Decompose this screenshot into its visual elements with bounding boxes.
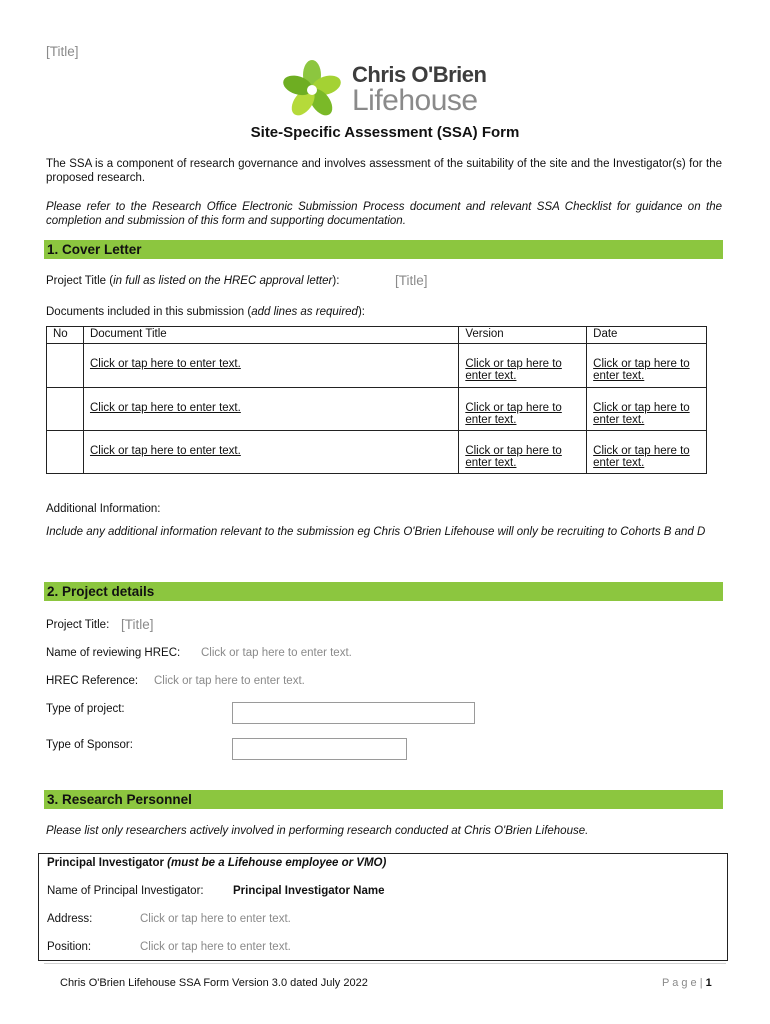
personnel-note: Please list only researchers actively involved in performing research conducted at Chris O'Brien Lifehouse. [46, 825, 589, 837]
section-1-title: 1. Cover Letter [47, 242, 142, 257]
type-of-project-label: Type of project: [46, 703, 125, 715]
type-of-project-input[interactable] [232, 702, 475, 724]
row-document-title[interactable]: Click or tap here to enter text. [83, 388, 458, 431]
documents-table [46, 326, 707, 474]
row-version[interactable]: Click or tap here to enter text. [459, 344, 587, 388]
pi-title: Principal Investigator (must be a Lifehouse employee or VMO) [47, 857, 387, 869]
row-no [47, 344, 84, 388]
hrec-name-label: Name of reviewing HREC: [46, 647, 181, 659]
row-document-title[interactable]: Click or tap here to enter text. [83, 431, 458, 474]
additional-info-label: Additional Information: [46, 503, 161, 515]
page-title: Site-Specific Assessment (SSA) Form [250, 124, 520, 141]
footer-divider [44, 963, 726, 964]
section-2-title: 2. Project details [47, 584, 155, 599]
header-document-title: Document Title [83, 327, 458, 344]
table-header-row [47, 327, 707, 344]
lifehouse-logo [280, 60, 490, 120]
header-no: No [47, 327, 84, 344]
row-version[interactable]: Click or tap here to enter text. [459, 388, 587, 431]
pi-position-field[interactable]: Click or tap here to enter text. [140, 941, 291, 953]
hrec-name-field[interactable]: Click or tap here to enter text. [201, 647, 352, 659]
hrec-reference-label: HREC Reference: [46, 675, 139, 687]
principal-investigator-box [38, 853, 728, 961]
intro-paragraph: The SSA is a component of research governance and involves assessment of the suitability of the site and the Investigator(s) for the proposed research. [46, 158, 722, 184]
type-of-sponsor-input[interactable] [232, 738, 407, 760]
cover-project-title-value[interactable]: [Title] [395, 273, 428, 288]
flower-logo-icon [280, 58, 344, 122]
hrec-reference-field[interactable]: Click or tap here to enter text. [154, 675, 305, 687]
section-2-header [44, 582, 723, 601]
pi-address-field[interactable]: Click or tap here to enter text. [140, 913, 291, 925]
header-title-placeholder[interactable]: [Title] [46, 44, 79, 59]
pi-name-label: Name of Principal Investigator: [47, 885, 204, 897]
footer-page: P a g e | 1 [662, 977, 712, 989]
table-row [47, 431, 707, 474]
row-date[interactable]: Click or tap here to enter text. [587, 431, 707, 474]
guidance-paragraph: Please refer to the Research Office Electronic Submission Process document and relevant SSA Checklist for guidance on the completion and submission of this form and supporting documentation. [46, 201, 722, 227]
project-title-label: Project Title: [46, 619, 110, 631]
documents-label: Documents included in this submission (add lines as required): [46, 306, 365, 318]
section-1-header [44, 240, 723, 259]
header-date: Date [587, 327, 707, 344]
cover-project-title-label: Project Title (in full as listed on the HREC approval letter): [46, 275, 340, 287]
table-row [47, 344, 707, 388]
pi-position-label: Position: [47, 941, 92, 953]
logo-line1: Chris O'Brien [352, 62, 487, 87]
page-number: 1 [705, 977, 712, 989]
row-date[interactable]: Click or tap here to enter text. [587, 388, 707, 431]
row-no [47, 431, 84, 474]
project-title-value[interactable]: [Title] [121, 617, 154, 632]
row-no [47, 388, 84, 431]
pi-name-value[interactable]: Principal Investigator Name [233, 885, 385, 897]
row-date[interactable]: Click or tap here to enter text. [587, 344, 707, 388]
additional-info-hint[interactable]: Include any additional information relevant to the submission eg Chris O'Brien Lifehouse will only be recruiting to Cohorts B and D [46, 526, 706, 538]
section-3-header [44, 790, 723, 809]
section-3-title: 3. Research Personnel [47, 792, 192, 807]
row-version[interactable]: Click or tap here to enter text. [459, 431, 587, 474]
row-document-title[interactable]: Click or tap here to enter text. [83, 344, 458, 388]
type-of-sponsor-label: Type of Sponsor: [46, 739, 133, 751]
pi-address-label: Address: [47, 913, 93, 925]
table-row [47, 388, 707, 431]
footer-text: Chris O'Brien Lifehouse SSA Form Version 3.0 dated July 2022 [60, 977, 368, 989]
logo-line2: Lifehouse [352, 84, 478, 117]
header-version: Version [459, 327, 587, 344]
